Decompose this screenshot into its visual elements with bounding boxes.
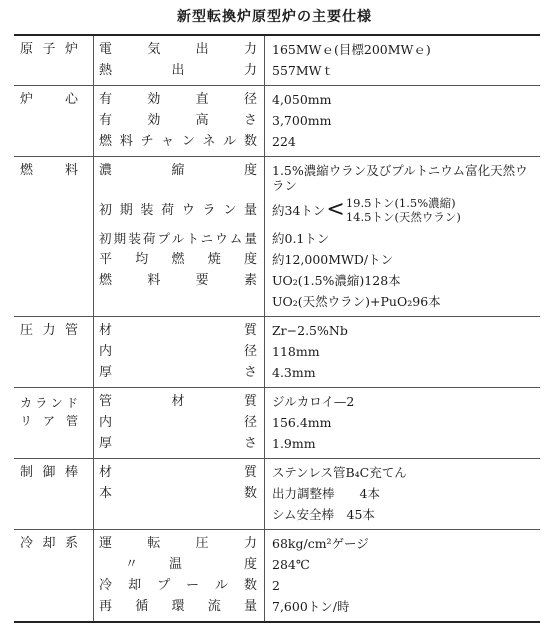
spec-row [14, 575, 540, 596]
spec-value: Zr−2.5%Nb [272, 323, 348, 338]
spec-value: 165MWｅ(目標200MWｅ) [272, 42, 431, 57]
spec-row [14, 483, 540, 504]
section-control-rod [14, 458, 540, 529]
spec-table [14, 34, 540, 623]
spec-item [99, 554, 257, 575]
ditto-mark: 〃 [125, 557, 139, 572]
spec-row [14, 391, 540, 412]
spec-item: 内 径 [99, 344, 257, 359]
spec-row [14, 160, 540, 194]
spec-item: 燃 料 要 素 [99, 273, 257, 288]
category-label: 冷却系 [20, 536, 78, 551]
spec-item: 再 循 環 流 量 [99, 599, 257, 614]
spec-value: 7,600トン/時 [272, 599, 350, 614]
spec-row [14, 194, 540, 228]
section-core [14, 85, 540, 156]
spec-item: 初期装荷ウラン量 [99, 203, 257, 218]
branch-stack [346, 196, 461, 224]
spec-item: 材 質 [99, 323, 257, 338]
category-label: 圧力管 [20, 323, 78, 338]
category-label-line: カランド [20, 396, 78, 410]
spec-value: ステンレス管B₄C充てん [272, 465, 407, 480]
spec-row [14, 249, 540, 270]
category-label-line: リア管 [20, 414, 78, 428]
spec-value: 284℃ [272, 557, 310, 572]
spec-row [14, 39, 540, 60]
spec-value: 4.3mm [272, 365, 316, 380]
spec-item: 厚 さ [99, 436, 257, 451]
spec-row [14, 270, 540, 291]
spec-item: 本 数 [99, 486, 257, 501]
spec-value: 156.4mm [272, 415, 332, 430]
spec-value: 1.9mm [272, 436, 316, 451]
spec-item: 有 効 直 径 [99, 92, 257, 107]
spec-item: 運 転 圧 力 [99, 536, 257, 551]
spec-item: 冷却プール数 [99, 578, 257, 593]
page-title: 新型転換炉原型炉の主要仕様 [177, 9, 372, 25]
spec-item: 厚 さ [99, 365, 257, 380]
section-fuel [14, 156, 540, 316]
spec-item: 材 質 [99, 465, 257, 480]
spec-value: UO₂(天然ウラン)+PuO₂96本 [272, 294, 441, 309]
spec-row [14, 228, 540, 249]
spec-value: 68kg/cm²ゲージ [272, 536, 369, 551]
spec-row [14, 320, 540, 341]
branch-prefix: 約34トン [272, 202, 326, 218]
spec-value: 4,050mm [272, 92, 332, 107]
spec-item: 有 効 高 さ [99, 113, 257, 128]
spec-item: 平 均 燃 焼 度 [99, 252, 257, 267]
spec-item: 熱 出 力 [99, 63, 257, 78]
section-pressure-tube [14, 316, 540, 387]
spec-value: 224 [272, 134, 296, 149]
spec-value: 557MWｔ [272, 63, 335, 78]
spec-item: 管 材 質 [99, 394, 257, 409]
branch-value [272, 196, 461, 224]
branch-bracket-icon: < [326, 197, 345, 222]
section-calandria-tube [14, 387, 540, 458]
spec-row [14, 60, 540, 81]
spec-value: シム安全棒 45本 [272, 507, 375, 522]
spec-row [14, 504, 540, 525]
spec-item: 濃 縮 度 [99, 163, 257, 178]
spec-value: UO₂(1.5%濃縮)128本 [272, 273, 401, 288]
category-label: 炉 心 [20, 92, 78, 107]
spec-item-text: 温 度 [169, 557, 257, 572]
spec-row [14, 412, 540, 433]
spec-value: 1.5%濃縮ウラン及びプルトニウム富化天然ウラン [272, 163, 528, 193]
spec-row [14, 341, 540, 362]
spec-value: ジルカロイ—2 [272, 394, 355, 409]
spec-row [14, 462, 540, 483]
spec-item: 電 気 出 力 [99, 42, 257, 57]
spec-item: 初期装荷プルトニウム量 [99, 231, 257, 246]
spec-value: 約0.1トン [272, 231, 330, 246]
category-label: 制御棒 [20, 465, 78, 480]
spec-value [272, 194, 540, 224]
spec-value: 3,700mm [272, 113, 332, 128]
spec-row [14, 110, 540, 131]
spec-value: 118mm [272, 344, 320, 359]
branch-bottom: 14.5トン(天然ウラン) [345, 210, 461, 224]
category-label: 燃 料 [20, 163, 78, 178]
spec-value: 2 [272, 578, 280, 593]
spec-value: 約12,000MWD/トン [272, 252, 394, 267]
spec-row [14, 89, 540, 110]
spec-item: 内 径 [99, 415, 257, 430]
section-reactor [14, 36, 540, 85]
spec-value: 出力調整棒 4本 [272, 486, 380, 501]
spec-item: 燃料チャンネル数 [99, 134, 257, 149]
spec-row [14, 533, 540, 554]
spec-row [14, 433, 540, 454]
branch-top: 19.5トン(1.5%濃縮) [345, 196, 456, 210]
spec-row [14, 131, 540, 152]
spec-row [14, 291, 540, 312]
spec-row [14, 596, 540, 617]
spec-row [14, 554, 540, 575]
category-label: 原子炉 [20, 42, 78, 57]
spec-row [14, 362, 540, 383]
section-coolant [14, 529, 540, 621]
